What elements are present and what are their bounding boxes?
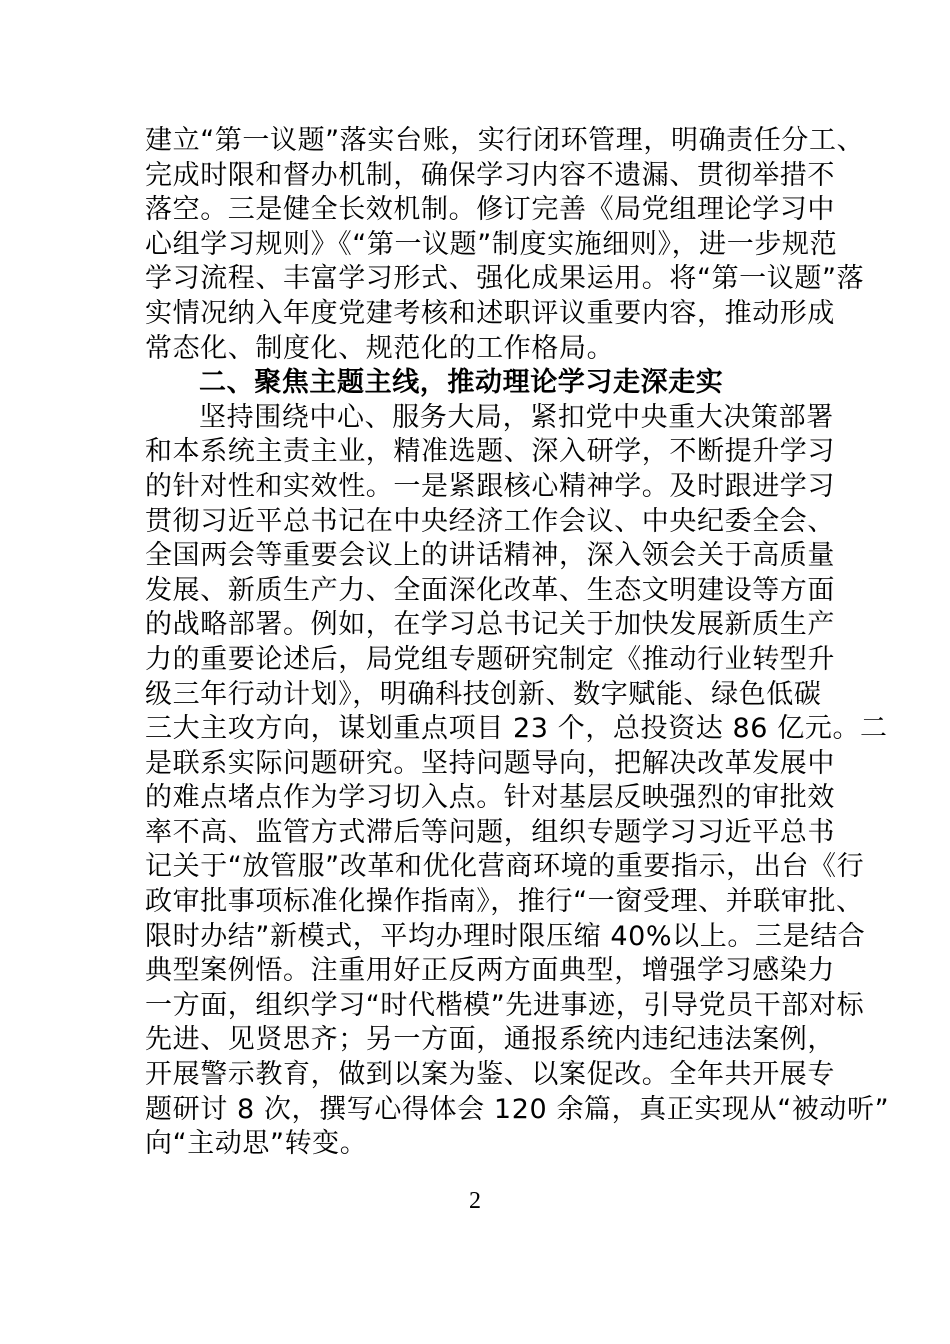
section-heading: 二、聚焦主题主线，推动理论学习走深走实 bbox=[199, 367, 724, 399]
text-line: 级三年行动计划》，明确科技创新、数字赋能、绿色低碳 bbox=[145, 678, 822, 710]
text-line: 限时办结”新模式，平均办理时限压缩 40%以上。三是结合 bbox=[145, 920, 866, 952]
text-line: 率不高、监管方式滞后等问题，组织专题学习习近平总书 bbox=[145, 816, 835, 848]
text-line: 的针对性和实效性。一是紧跟核心精神学。及时跟进学习 bbox=[145, 470, 835, 502]
text-line: 政审批事项标准化操作指南》，推行“一窗受理、并联审批、 bbox=[145, 886, 864, 918]
text-line: 贯彻习近平总书记在中央经济工作会议、中央纪委全会、 bbox=[145, 505, 835, 537]
paragraph-2 bbox=[145, 401, 890, 1162]
text-line: 的战略部署。例如，在学习总书记关于加快发展新质生产 bbox=[145, 609, 835, 641]
text-line: 和本系统主责主业，精准选题、深入研学，不断提升学习 bbox=[145, 436, 835, 468]
text-line: 建立“第一议题”落实台账，实行闭环管理，明确责任分工、 bbox=[145, 125, 865, 156]
paragraph-continuation bbox=[145, 124, 865, 366]
text-line: 落空。三是健全长效机制。修订完善《局党组理论学习中 bbox=[145, 194, 835, 226]
text-line: 全国两会等重要会议上的讲话精神，深入领会关于高质量 bbox=[145, 540, 835, 572]
text-line: 三大主攻方向，谋划重点项目 23 个，总投资达 86 亿元。二 bbox=[145, 713, 888, 745]
text-line: 力的重要论述后，局党组专题研究制定《推动行业转型升 bbox=[145, 643, 835, 675]
text-line: 是联系实际问题研究。坚持问题导向，把解决改革发展中 bbox=[145, 747, 835, 779]
text-line: 先进、见贤思齐；另一方面，通报系统内违纪违法案例， bbox=[145, 1024, 835, 1056]
text-line: 向“主动思”转变。 bbox=[145, 1128, 368, 1160]
text-line: 坚持围绕中心、服务大局，紧扣党中央重大决策部署 bbox=[199, 401, 834, 433]
text-line: 记关于“放管服”改革和优化营商环境的重要指示，出台《行 bbox=[145, 851, 865, 883]
text-line: 心组学习规则》《“第一议题”制度实施细则》，进一步规范 bbox=[145, 228, 838, 260]
text-line: 发展、新质生产力、全面深化改革、生态文明建设等方面 bbox=[145, 574, 835, 606]
page-number: 2 bbox=[469, 1188, 481, 1214]
document-body bbox=[145, 124, 890, 1162]
text-line: 一方面，组织学习“时代楷模”先进事迹，引导党员干部对标 bbox=[145, 989, 865, 1021]
text-line: 完成时限和督办机制，确保学习内容不遗漏、贯彻举措不 bbox=[145, 159, 835, 191]
text-line: 开展警示教育，做到以案为鉴、以案促改。全年共开展专 bbox=[145, 1059, 835, 1091]
text-line: 学习流程、丰富学习形式、强化成果运用。将“第一议题”落 bbox=[145, 263, 865, 295]
text-line: 实情况纳入年度党建考核和述职评议重要内容，推动形成 bbox=[145, 297, 835, 329]
text-line: 题研讨 8 次，撰写心得体会 120 余篇，真正实现从“被动听” bbox=[145, 1093, 890, 1125]
text-line: 典型案例悟。注重用好正反两方面典型，增强学习感染力 bbox=[145, 955, 835, 987]
text-line: 的难点堵点作为学习切入点。针对基层反映强烈的审批效 bbox=[145, 782, 835, 814]
text-line: 常态化、制度化、规范化的工作格局。 bbox=[145, 332, 615, 364]
